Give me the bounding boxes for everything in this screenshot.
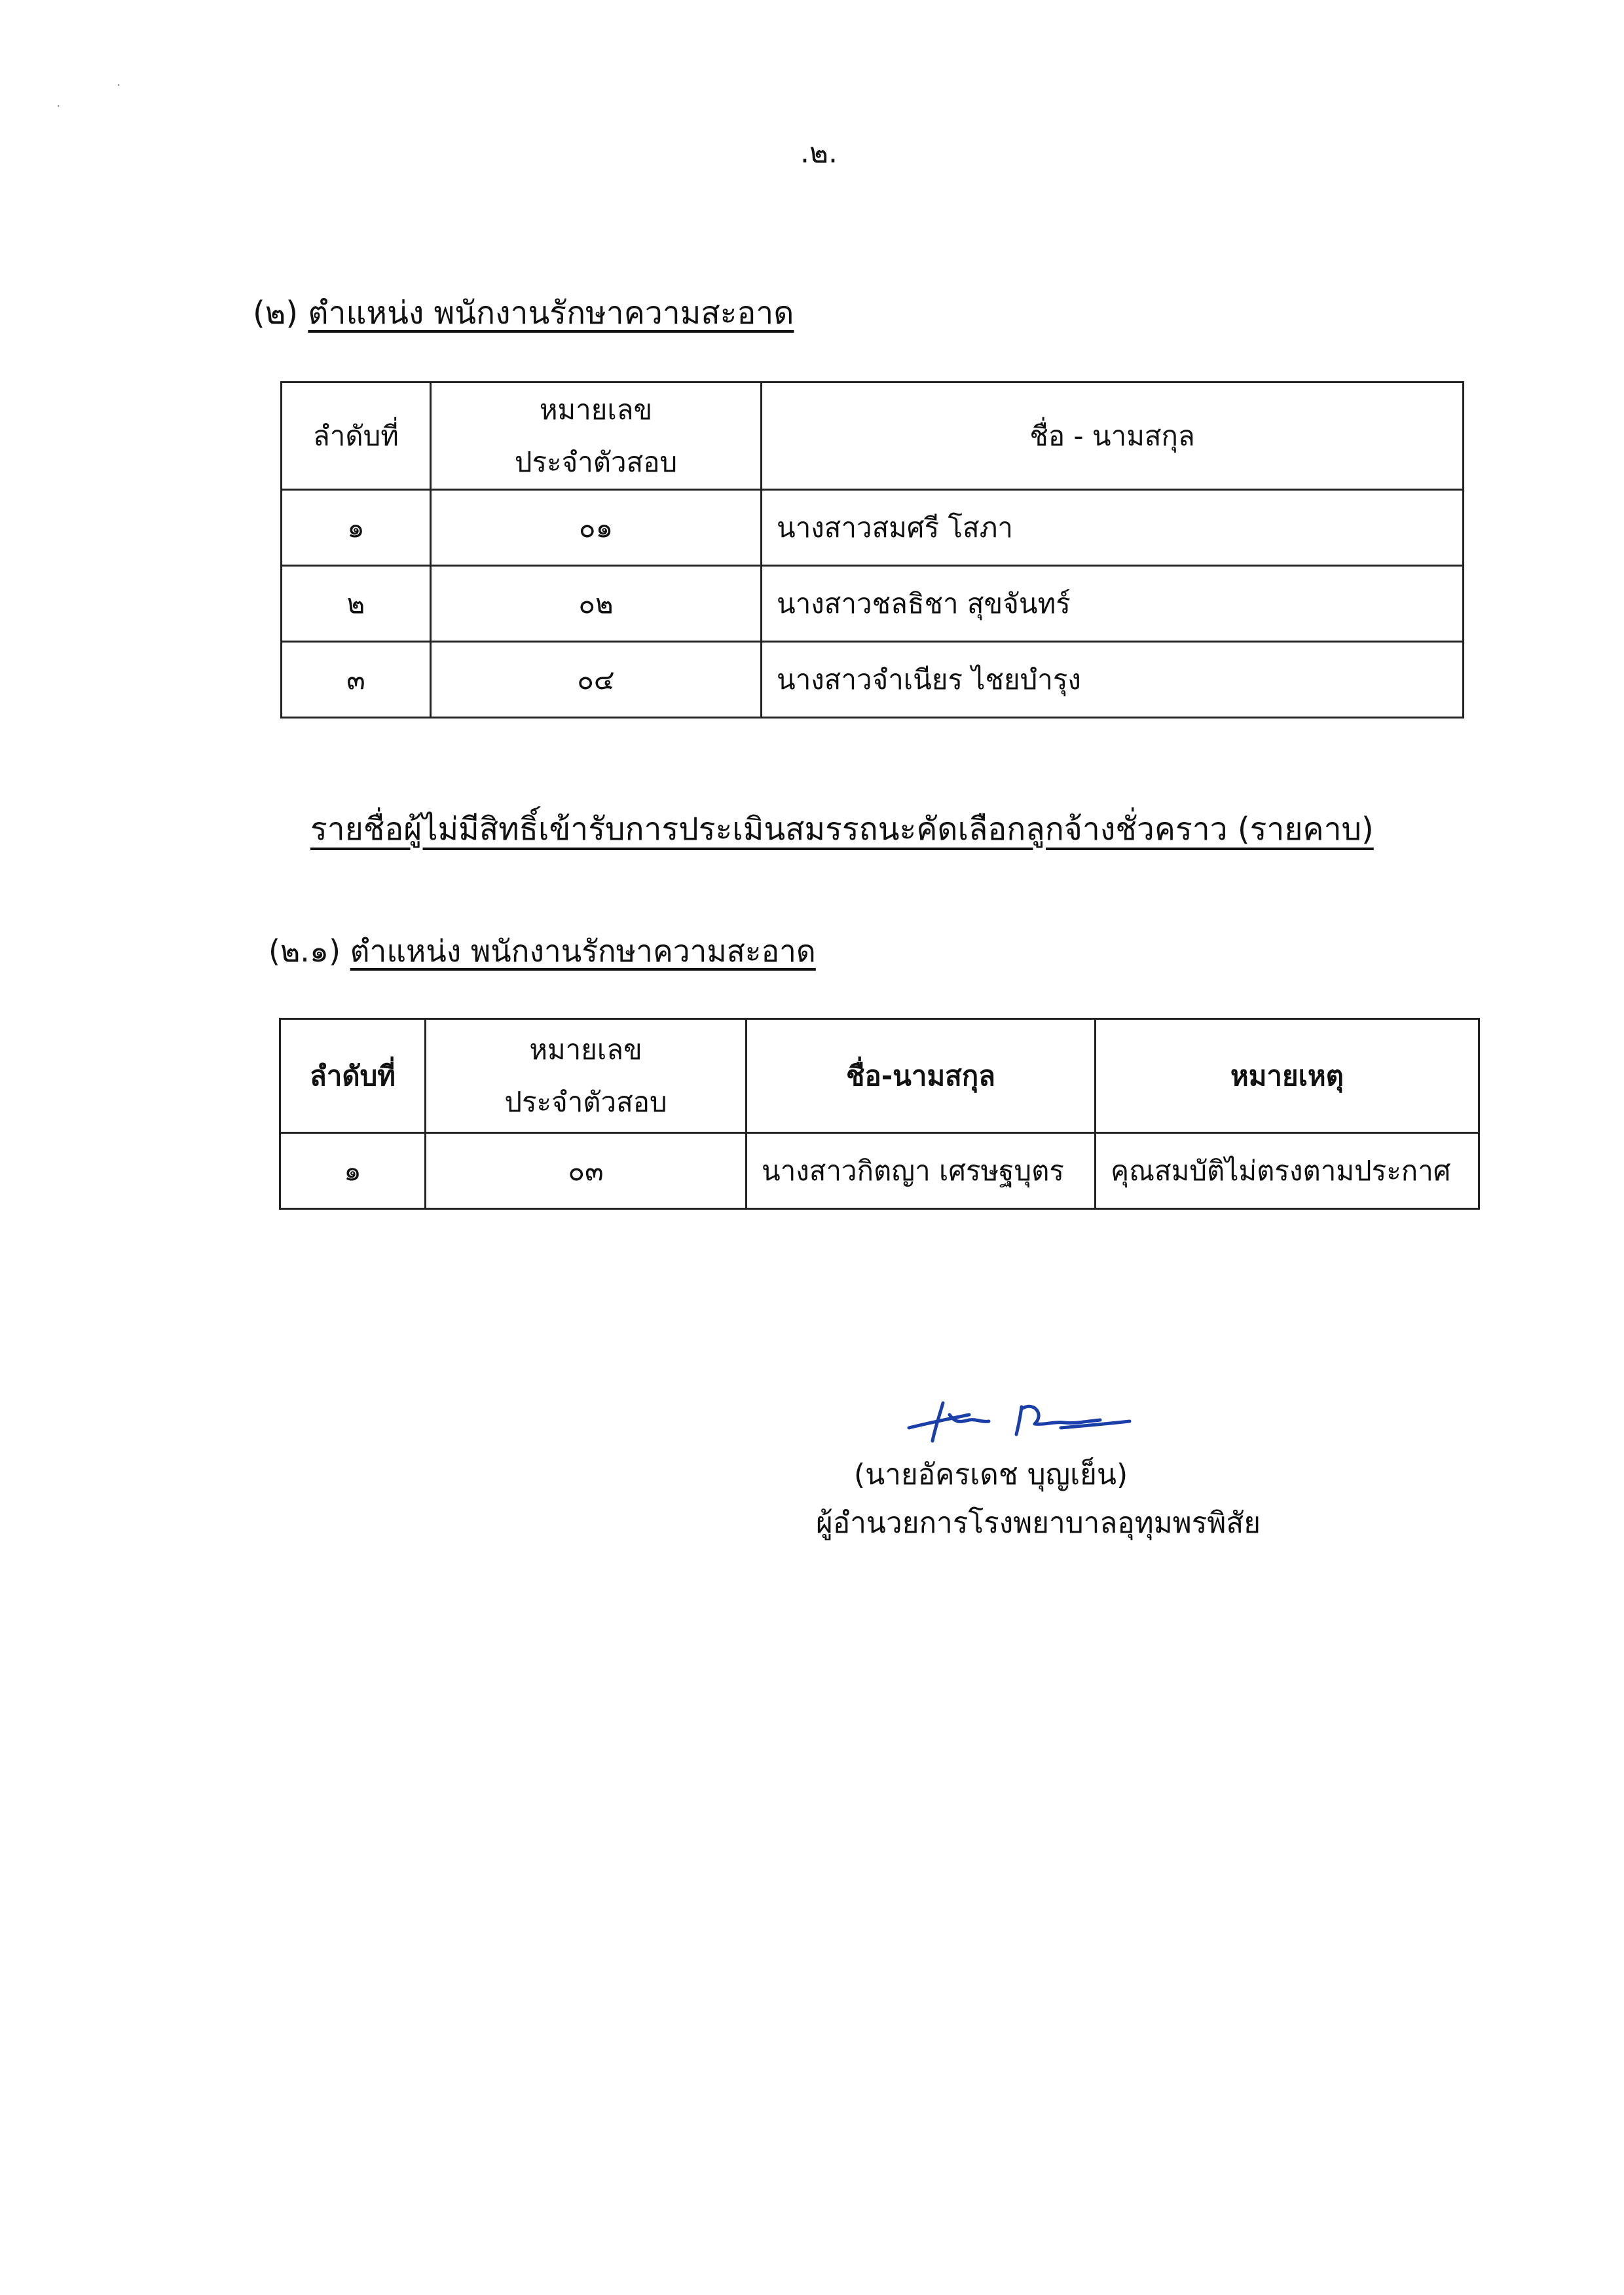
table-row	[280, 1133, 1479, 1209]
ineligible-list-title: รายชื่อผู้ไม่มีสิทธิ์เข้ารับการประเมินสมรรถนะคัดเลือกลูกจ้างชั่วคราว (รายคาบ)	[310, 811, 1374, 848]
table-header-row	[280, 1019, 1479, 1133]
header-exam-id-line2: ประจำตัวสอบ	[504, 1085, 667, 1118]
cell-order: ๒	[282, 566, 431, 642]
cell-order: ๑	[280, 1133, 426, 1209]
cell-exam-id: ๐๓	[426, 1133, 747, 1209]
header-exam-id-line1: หมายเลข	[529, 1033, 642, 1066]
section-heading	[253, 288, 794, 338]
subsection-number: (๒.๑)	[268, 933, 341, 969]
header-exam-id	[426, 1019, 747, 1133]
table-row	[282, 566, 1464, 642]
signature-stroke	[909, 1403, 1130, 1441]
scan-speck: ·	[117, 77, 121, 93]
cell-exam-id: ๐๔	[431, 642, 762, 718]
header-name: ชื่อ-นามสกุล	[747, 1019, 1096, 1133]
subsection-heading	[268, 927, 816, 975]
header-exam-id-line2: ประจำตัวสอบ	[514, 445, 678, 478]
table-row	[282, 642, 1464, 718]
header-remark: หมายเหตุ	[1096, 1019, 1479, 1133]
page-number: .๒.	[800, 136, 838, 170]
header-exam-id-line1: หมายเลข	[539, 393, 653, 426]
header-order: ลำดับที่	[282, 382, 431, 490]
section-title: ตำแหน่ง พนักงานรักษาความสะอาด	[308, 295, 794, 331]
table-row	[282, 490, 1464, 566]
signatory-name: (นายอัครเดช บุญเย็น)	[854, 1458, 1128, 1491]
eligible-candidates-table	[280, 381, 1464, 718]
cell-name: นางสาวสมศรี โสภา	[762, 490, 1464, 566]
cell-name: นางสาวจำเนียร ไชยบำรุง	[762, 642, 1464, 718]
signature	[904, 1395, 1133, 1447]
header-order: ลำดับที่	[280, 1019, 426, 1133]
signatory-position: ผู้อำนวยการโรงพยาบาลอุทุมพรพิสัย	[816, 1506, 1261, 1540]
cell-order: ๑	[282, 490, 431, 566]
cell-exam-id: ๐๒	[431, 566, 762, 642]
ineligible-candidates-table	[279, 1018, 1480, 1210]
cell-exam-id: ๐๑	[431, 490, 762, 566]
table-header-row	[282, 382, 1464, 490]
header-exam-id	[431, 382, 762, 490]
cell-remark: คุณสมบัติไม่ตรงตามประกาศ	[1096, 1133, 1479, 1209]
cell-name: นางสาวชลธิชา สุขจันทร์	[762, 566, 1464, 642]
subsection-title: ตำแหน่ง พนักงานรักษาความสะอาด	[350, 933, 816, 969]
cell-name: นางสาวกิตญา เศรษฐบุตร	[747, 1133, 1096, 1209]
header-name: ชื่อ - นามสกุล	[762, 382, 1464, 490]
cell-order: ๓	[282, 642, 431, 718]
scan-speck: ·	[56, 98, 61, 114]
section-number: (๒)	[253, 295, 299, 331]
